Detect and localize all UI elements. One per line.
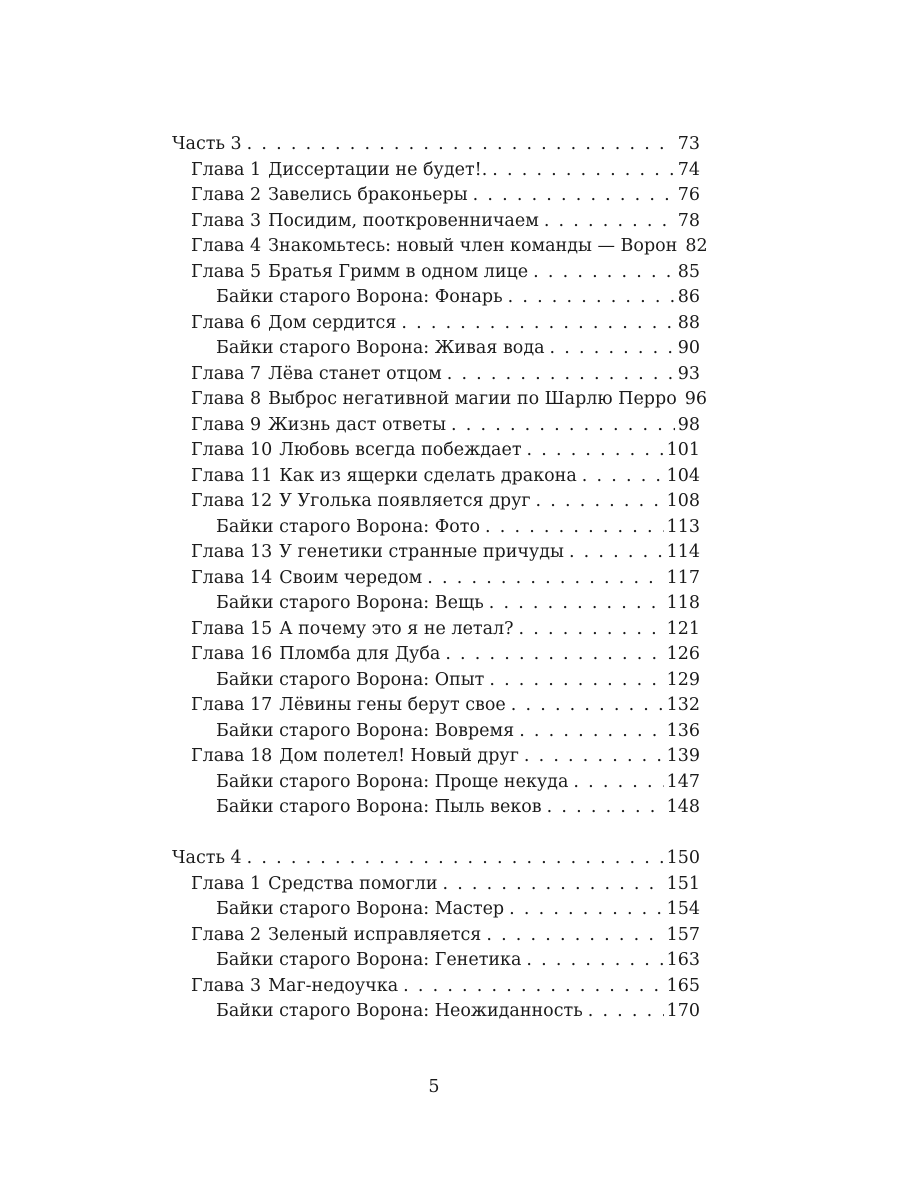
toc-chapter-entry: [172, 693, 700, 719]
dot-leader: [247, 132, 675, 158]
page-number: 154: [666, 899, 700, 919]
toc-tale-entry: [172, 285, 700, 311]
entry-label: [191, 183, 468, 209]
entry-label: [216, 948, 521, 974]
chapter-number: Глава 4: [191, 236, 262, 256]
dot-leader: [550, 336, 675, 362]
toc-chapter-entry: [172, 183, 700, 209]
chapter-number: Глава 10: [191, 440, 273, 460]
page-number: 85: [677, 261, 700, 282]
toc-chapter-entry: [172, 617, 700, 643]
entry-label: [191, 362, 442, 388]
dot-leader: [445, 642, 663, 668]
entry-title: Байки старого Ворона: Неожиданность: [216, 1001, 583, 1021]
entry-title: Байки старого Ворона: Вовремя: [216, 720, 515, 741]
entry-title: Байки старого Ворона: Проще некуда: [216, 771, 569, 792]
toc-chapter-entry: [172, 260, 700, 286]
table-of-contents: [172, 132, 708, 1025]
page-number: 74: [677, 159, 700, 180]
folio-page-number: 5: [428, 1077, 440, 1097]
dot-leader: [519, 617, 664, 643]
dot-leader: [511, 693, 664, 719]
dot-leader: [536, 489, 664, 515]
page-number: 104: [666, 465, 700, 486]
page-number: 126: [666, 644, 700, 664]
chapter-number: Глава 7: [191, 363, 262, 384]
entry-title: Лёвины гены берут свое: [279, 695, 506, 715]
toc-tale-entry: [172, 336, 700, 362]
toc-chapter-entry: [172, 872, 700, 898]
entry-label: [191, 311, 396, 337]
page-number: 147: [666, 771, 700, 792]
dot-leader: [527, 438, 664, 464]
entry-label: [191, 234, 677, 260]
toc-chapter-entry: [172, 744, 700, 770]
chapter-number: Глава 6: [191, 312, 262, 333]
toc-chapter-entry: [172, 923, 700, 949]
page-number: 132: [666, 695, 700, 715]
page-number: 150: [666, 848, 700, 868]
page-number: 108: [666, 491, 700, 511]
toc-chapter-entry: [172, 566, 700, 592]
dot-leader: [569, 540, 664, 566]
dot-leader: [508, 285, 675, 311]
page-number: 78: [677, 210, 700, 231]
page-number: 117: [666, 567, 700, 588]
page-number: 101: [666, 440, 700, 460]
entry-title: Зеленый исправляется: [268, 924, 482, 945]
dot-leader: [573, 770, 663, 796]
entry-label: [191, 387, 677, 413]
entry-label: [191, 413, 446, 439]
chapter-number: Глава 13: [191, 542, 273, 562]
entry-label: [191, 566, 422, 592]
page-number: 88: [677, 312, 700, 333]
dot-leader: [533, 260, 675, 286]
dot-leader: [427, 566, 663, 592]
entry-title: Байки старого Ворона: Мастер: [216, 899, 505, 919]
page-number: 148: [666, 797, 700, 817]
page-number: 151: [666, 873, 700, 894]
dot-leader: [442, 872, 663, 898]
chapter-number: Глава 15: [191, 618, 273, 639]
toc-tale-entry: [172, 591, 700, 617]
dot-leader: [588, 999, 664, 1025]
chapter-number: Глава 9: [191, 414, 262, 435]
entry-title: Байки старого Ворона: Фото: [216, 516, 481, 537]
entry-label: [191, 744, 519, 770]
page-number: 96: [684, 389, 708, 409]
entry-label: [216, 515, 480, 541]
dot-leader: [403, 974, 663, 1000]
toc-tale-entry: [172, 897, 700, 923]
entry-title: Завелись браконьеры: [268, 185, 468, 205]
part-title: Часть 4: [172, 848, 242, 868]
toc-tale-entry: [172, 515, 700, 541]
entry-title: Жизнь даст ответы: [268, 414, 447, 435]
dot-leader: [473, 183, 675, 209]
entry-label: [191, 158, 487, 184]
entry-title: Посидим, пооткровенничаем: [268, 210, 539, 231]
chapter-number: Глава 17: [191, 695, 273, 715]
entry-label: [216, 795, 542, 821]
chapter-number: Глава 12: [191, 491, 273, 511]
entry-title: Как из ящерки сделать дракона: [279, 465, 577, 486]
chapter-number: Глава 16: [191, 644, 273, 664]
toc-tale-entry: [172, 999, 700, 1025]
toc-tale-entry: [172, 948, 700, 974]
part-heading: [172, 132, 700, 158]
chapter-number: Глава 3: [191, 975, 262, 996]
page-number: 86: [677, 287, 700, 307]
entry-title: Выброс негативной магии по Шарлю Перро: [268, 389, 677, 409]
chapter-number: Глава 18: [191, 746, 273, 766]
entry-title: Диссертации не будет!.: [268, 159, 488, 180]
page-number: 139: [666, 746, 700, 766]
dot-leader: [401, 311, 674, 337]
entry-title: Байки старого Ворона: Вещь: [216, 593, 484, 613]
entry-title: У Уголька появляется друг: [279, 491, 531, 511]
entry-title: Пломба для Дуба: [279, 644, 441, 664]
entry-title: Братья Гримм в одном лице: [268, 261, 529, 282]
toc-chapter-entry: [172, 234, 708, 260]
entry-title: Байки старого Ворона: Опыт: [216, 669, 485, 690]
entry-label: [191, 642, 440, 668]
toc-tale-entry: [172, 770, 700, 796]
dot-leader: [582, 464, 664, 490]
dot-leader: [485, 515, 664, 541]
entry-title: Дом сердится: [268, 312, 397, 333]
toc-tale-entry: [172, 795, 700, 821]
dot-leader: [509, 897, 663, 923]
toc-chapter-entry: [172, 464, 700, 490]
entry-label: [191, 923, 481, 949]
dot-leader: [451, 413, 675, 439]
entry-label: [191, 209, 539, 235]
toc-chapter-entry: [172, 209, 700, 235]
toc-chapter-entry: [172, 413, 700, 439]
page-number: 121: [666, 618, 700, 639]
entry-title: Байки старого Ворона: Пыль веков: [216, 797, 542, 817]
dot-leader: [489, 668, 663, 694]
page-number: 82: [685, 236, 708, 256]
entry-title: Своим чередом: [279, 567, 423, 588]
chapter-number: Глава 1: [191, 159, 262, 180]
dot-leader: [544, 209, 675, 235]
part-heading: [172, 846, 700, 872]
entry-label: [191, 872, 437, 898]
chapter-number: Глава 1: [191, 873, 262, 894]
entry-label: [191, 540, 564, 566]
entry-label: [216, 719, 514, 745]
dot-leader: [486, 923, 663, 949]
page-number: 129: [666, 669, 700, 690]
entry-label: [216, 285, 503, 311]
entry-label: [191, 693, 506, 719]
dot-leader: [489, 591, 664, 617]
entry-label: [191, 260, 528, 286]
page-number: 98: [677, 414, 700, 435]
page-number: 114: [666, 542, 700, 562]
toc-chapter-entry: [172, 158, 700, 184]
entry-title: Байки старого Ворона: Фонарь: [216, 287, 503, 307]
entry-label: [216, 591, 484, 617]
page-number: 90: [677, 338, 700, 358]
page-number: 76: [677, 185, 700, 205]
entry-title: Средства помогли: [268, 873, 438, 894]
entry-label: [191, 617, 514, 643]
entry-title: Любовь всегда побеждает: [279, 440, 522, 460]
page-number: 93: [677, 363, 700, 384]
entry-title: Знакомьтесь: новый член команды — Ворон: [268, 236, 678, 256]
entry-title: Лёва станет отцом: [268, 363, 442, 384]
page-number: 73: [677, 134, 700, 154]
dot-leader: [247, 846, 664, 872]
entry-title: У генетики странные причуды: [279, 542, 564, 562]
page-number: 157: [666, 924, 700, 945]
entry-title: Байки старого Ворона: Живая вода: [216, 338, 545, 358]
chapter-number: Глава 14: [191, 567, 273, 588]
dot-leader: [492, 158, 674, 184]
entry-label: [216, 897, 504, 923]
entry-label: [191, 438, 522, 464]
chapter-number: Глава 2: [191, 924, 262, 945]
toc-part-3: [172, 132, 708, 821]
entry-label: [216, 999, 583, 1025]
page-number: 163: [666, 950, 700, 970]
toc-chapter-entry: [172, 642, 700, 668]
entry-title: Дом полетел! Новый друг: [279, 746, 519, 766]
chapter-number: Глава 11: [191, 465, 273, 486]
entry-label: [191, 464, 577, 490]
dot-leader: [524, 744, 664, 770]
dot-leader: [519, 719, 663, 745]
toc-part-4: [172, 846, 700, 1025]
toc-chapter-entry: [172, 438, 700, 464]
page-number: 118: [666, 593, 700, 613]
page-number: 113: [666, 516, 700, 537]
entry-label: [191, 974, 398, 1000]
entry-title: Маг-недоучка: [268, 975, 399, 996]
entry-label: [191, 489, 531, 515]
toc-chapter-entry: [172, 489, 700, 515]
entry-title: Байки старого Ворона: Генетика: [216, 950, 522, 970]
toc-chapter-entry: [172, 362, 700, 388]
page-number: 170: [666, 1001, 700, 1021]
part-title: Часть 3: [172, 134, 242, 154]
toc-chapter-entry: [172, 387, 708, 413]
dot-leader: [547, 795, 664, 821]
page-number: 136: [666, 720, 700, 741]
toc-tale-entry: [172, 668, 700, 694]
chapter-number: Глава 8: [191, 389, 262, 409]
dot-leader: [526, 948, 663, 974]
entry-label: [216, 668, 484, 694]
toc-chapter-entry: [172, 311, 700, 337]
entry-title: А почему это я не летал?: [279, 618, 514, 639]
toc-chapter-entry: [172, 974, 700, 1000]
page-number: 165: [666, 975, 700, 996]
toc-chapter-entry: [172, 540, 700, 566]
toc-tale-entry: [172, 719, 700, 745]
entry-label: [216, 770, 568, 796]
dot-leader: [447, 362, 675, 388]
chapter-number: Глава 2: [191, 185, 262, 205]
entry-label: [216, 336, 545, 362]
chapter-number: Глава 5: [191, 261, 262, 282]
chapter-number: Глава 3: [191, 210, 262, 231]
